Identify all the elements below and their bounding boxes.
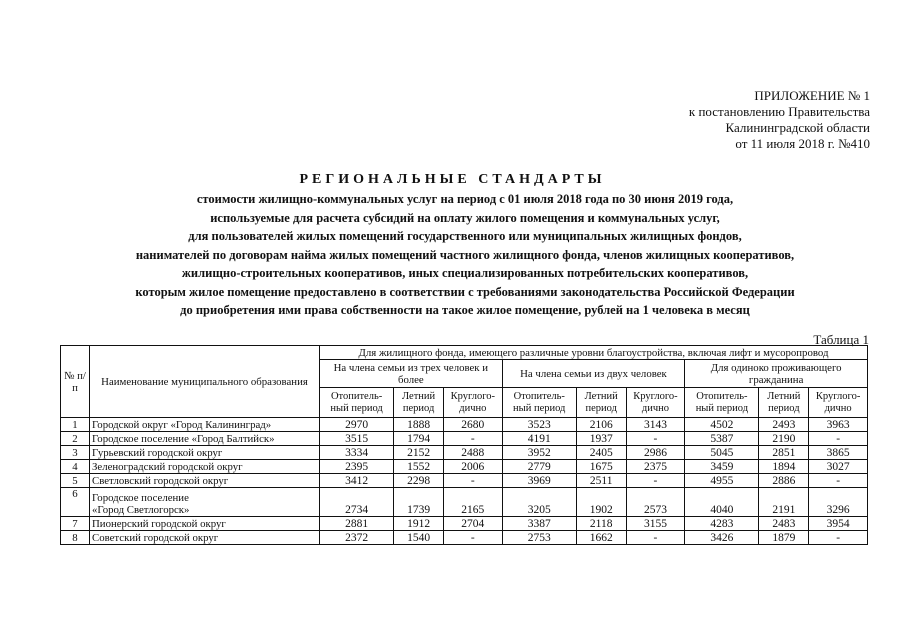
table-row [61, 432, 868, 446]
cell-value: 3155 [626, 517, 685, 531]
cell-value: 1662 [576, 531, 626, 545]
cell-value: 1912 [394, 517, 444, 531]
row-num: 4 [61, 460, 90, 474]
row-num: 8 [61, 531, 90, 545]
cell-value: 1879 [759, 531, 809, 545]
cell-value: 3412 [320, 474, 394, 488]
cell-value: 2851 [759, 446, 809, 460]
header-yearround: Круглого-дично [809, 388, 868, 418]
cell-value: 2493 [759, 418, 809, 432]
header-yearround: Круглого-дично [443, 388, 502, 418]
cell-value: 4040 [685, 488, 759, 517]
cell-value: 2106 [576, 418, 626, 432]
cell-value: 1902 [576, 488, 626, 517]
table-row [61, 488, 868, 517]
subtitle-line: стоимости жилищно-коммунальных услуг на период с 01 июля 2018 года по 30 июня 2019 года, [196, 192, 734, 206]
document-subtitle [30, 190, 900, 320]
subtitle-line: для пользователей жилых помещений государственного или муниципальных жилищных фондов, [188, 229, 742, 243]
header-yearround: Круглого-дично [626, 388, 685, 418]
cell-value: 5387 [685, 432, 759, 446]
cell-value: 3334 [320, 446, 394, 460]
cell-value: 1894 [759, 460, 809, 474]
cell-value: 2395 [320, 460, 394, 474]
cell-value: 2680 [443, 418, 502, 432]
row-num: 1 [61, 418, 90, 432]
cell-value: 1739 [394, 488, 444, 517]
cell-value: 4283 [685, 517, 759, 531]
table-row [61, 531, 868, 545]
row-num: 2 [61, 432, 90, 446]
cell-value: - [626, 432, 685, 446]
header-summer: Летний период [576, 388, 626, 418]
cell-value: - [443, 531, 502, 545]
header-group-main: Для жилищного фонда, имеющего различные уровни благоустройства, включая лифт и мусоропровод [320, 346, 868, 360]
cell-value: - [443, 432, 502, 446]
cell-value: 3387 [502, 517, 576, 531]
row-name: Городское поселение «Город Балтийск» [90, 432, 320, 446]
header-heating: Отопитель-ный период [502, 388, 576, 418]
cell-value: 3865 [809, 446, 868, 460]
cell-value: 2190 [759, 432, 809, 446]
table-row [61, 446, 868, 460]
cell-value: 2511 [576, 474, 626, 488]
cell-value: 2405 [576, 446, 626, 460]
cell-value: 2970 [320, 418, 394, 432]
row-name: Советский городской округ [90, 531, 320, 545]
cell-value: - [809, 432, 868, 446]
appendix-line: к постановлению Правительства [688, 104, 870, 119]
cell-value: 2191 [759, 488, 809, 517]
row-name: Зеленоградский городской округ [90, 460, 320, 474]
cell-value: 1888 [394, 418, 444, 432]
table-row [61, 517, 868, 531]
row-name-line: Городское поселение [92, 492, 189, 504]
header-summer: Летний период [759, 388, 809, 418]
table-caption: Таблица 1 [813, 332, 869, 347]
cell-value: 3205 [502, 488, 576, 517]
table-row [61, 474, 868, 488]
cell-value: 2165 [443, 488, 502, 517]
subtitle-line: до приобретения ими права собственности на такое жилое помещение, рублей на 1 человека в месяц [180, 303, 750, 317]
cell-value: 3523 [502, 418, 576, 432]
row-name-line: «Город Светлогорск» [92, 504, 190, 516]
cell-value: 3969 [502, 474, 576, 488]
cell-value: 2779 [502, 460, 576, 474]
subtitle-line: используемые для расчета субсидий на оплату жилого помещения и коммунальных услуг, [210, 210, 720, 225]
cell-value: 3954 [809, 517, 868, 531]
cell-value: 4955 [685, 474, 759, 488]
row-num: 3 [61, 446, 90, 460]
cell-value: - [626, 474, 685, 488]
standards-table [60, 345, 868, 545]
row-name: Пионерский городской округ [90, 517, 320, 531]
cell-value: 2372 [320, 531, 394, 545]
row-name: Светловский городской округ [90, 474, 320, 488]
header-num: № п/п [61, 346, 90, 418]
cell-value: 2886 [759, 474, 809, 488]
cell-value: - [626, 531, 685, 545]
table-row [61, 418, 868, 432]
appendix-line: Калининградской области [725, 120, 870, 135]
cell-value: 5045 [685, 446, 759, 460]
cell-value: 2118 [576, 517, 626, 531]
cell-value: 2734 [320, 488, 394, 517]
subtitle-line: жилищно-строительных кооперативов, иных специализированных потребительских кооперативов, [181, 266, 749, 280]
cell-value: 1675 [576, 460, 626, 474]
cell-value: 2704 [443, 517, 502, 531]
cell-value: 1540 [394, 531, 444, 545]
document-title: РЕГИОНАЛЬНЫЕ СТАНДАРТЫ [299, 172, 606, 187]
table-row [61, 460, 868, 474]
cell-value: 2375 [626, 460, 685, 474]
row-name: Гурьевский городской округ [90, 446, 320, 460]
cell-value: 2483 [759, 517, 809, 531]
cell-value: 1937 [576, 432, 626, 446]
cell-value: 3296 [809, 488, 868, 517]
cell-value: 3027 [809, 460, 868, 474]
header-name: Наименование муниципального образования [90, 346, 320, 418]
appendix-block [610, 88, 870, 152]
appendix-date: от 11 июля 2018 г. №410 [735, 136, 870, 151]
row-num: 7 [61, 517, 90, 531]
header-heating: Отопитель-ный период [320, 388, 394, 418]
cell-value: 2152 [394, 446, 444, 460]
cell-value: 4191 [502, 432, 576, 446]
cell-value: 2753 [502, 531, 576, 545]
subtitle-line: которым жилое помещение предоставлено в соответствии с требованиями законодательства Российской Федерации [135, 284, 795, 299]
cell-value: - [809, 531, 868, 545]
cell-value: 3143 [626, 418, 685, 432]
cell-value: 2986 [626, 446, 685, 460]
row-num: 6 [61, 488, 90, 517]
subtitle-line: нанимателей по договорам найма жилых помещений частного жилищного фонда, членов жилищных кооперативов, [135, 247, 795, 262]
appendix-number: ПРИЛОЖЕНИЕ № 1 [754, 88, 870, 103]
cell-value: 3459 [685, 460, 759, 474]
row-num: 5 [61, 474, 90, 488]
cell-value: 1552 [394, 460, 444, 474]
cell-value: 2298 [394, 474, 444, 488]
cell-value: 4502 [685, 418, 759, 432]
cell-value: 2881 [320, 517, 394, 531]
header-heating: Отопитель-ный период [685, 388, 759, 418]
cell-value: 2488 [443, 446, 502, 460]
header-group-three: На члена семьи из трех человек и более [320, 360, 503, 388]
cell-value: - [809, 474, 868, 488]
cell-value: 2573 [626, 488, 685, 517]
cell-value: 1794 [394, 432, 444, 446]
cell-value: 2006 [443, 460, 502, 474]
header-group-single: Для одиноко проживающего гражданина [685, 360, 868, 388]
cell-value: 3515 [320, 432, 394, 446]
cell-value: 3963 [809, 418, 868, 432]
cell-value: 3952 [502, 446, 576, 460]
row-name [90, 488, 320, 517]
cell-value: - [443, 474, 502, 488]
row-name: Городской округ «Город Калининград» [90, 418, 320, 432]
header-group-two: На члена семьи из двух человек [502, 360, 685, 388]
cell-value: 3426 [685, 531, 759, 545]
header-summer: Летний период [394, 388, 444, 418]
